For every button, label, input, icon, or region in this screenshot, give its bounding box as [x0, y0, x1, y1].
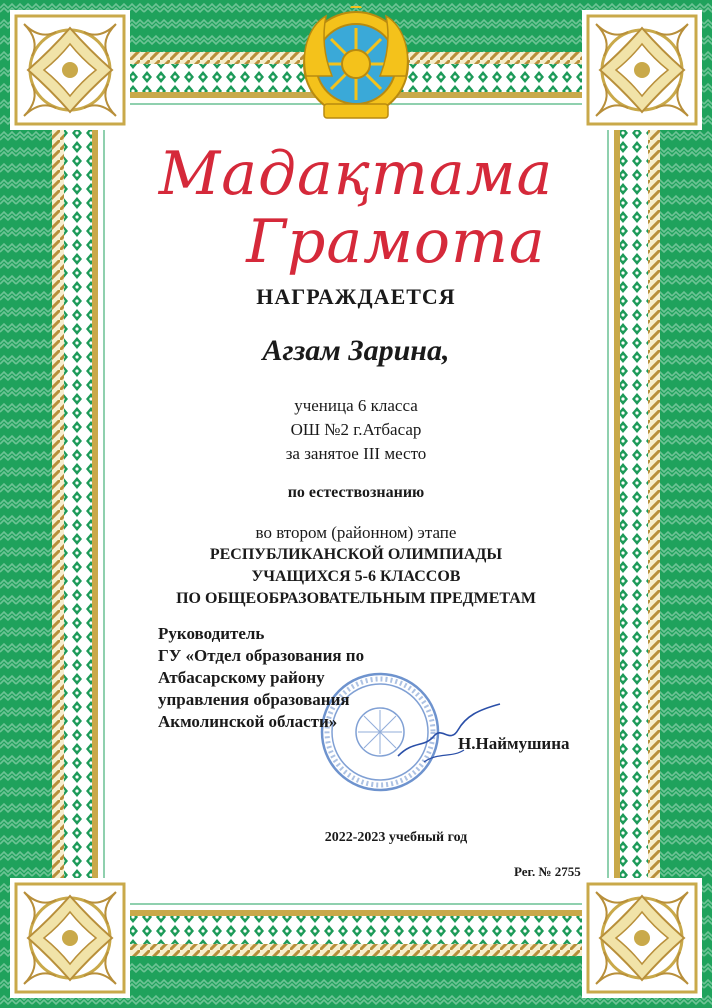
- place-line: за занятое III место: [285, 444, 427, 463]
- title-russian: Грамота: [246, 207, 546, 277]
- certificate-content: [118, 130, 594, 900]
- corner-ornament-bottom-right: [582, 878, 702, 998]
- recipient-name: Агзам Зарина,: [262, 334, 450, 367]
- signer-organization-1: ГУ «Отдел образования по: [158, 646, 365, 665]
- corner-ornament-top-right: [582, 10, 702, 130]
- grade-line: ученица 6 класса: [294, 396, 418, 415]
- olympiad-line-1: РЕСПУБЛИКАНСКОЙ ОЛИМПИАДЫ: [209, 546, 503, 563]
- signer-name: Н.Наймушина: [458, 734, 570, 753]
- subject-line: по естествознанию: [287, 484, 425, 501]
- olympiad-line-2: УЧАЩИХСЯ 5-6 КЛАССОВ: [251, 568, 461, 585]
- signer-organization-2: Атбасарскому району: [158, 668, 325, 687]
- title-kazakh: Мадақтама: [158, 139, 554, 209]
- stage-line: во втором (районном) этапе: [255, 523, 457, 542]
- corner-ornament-top-left: [10, 10, 130, 130]
- olympiad-line-3: ПО ОБЩЕОБРАЗОВАТЕЛЬНЫМ ПРЕДМЕТАМ: [176, 590, 536, 607]
- awarded-heading: НАГРАЖДАЕТСЯ: [256, 284, 456, 309]
- kazakhstan-emblem-icon: [298, 6, 414, 124]
- school-line: ОШ №2 г.Атбасар: [290, 420, 422, 439]
- corner-ornament-bottom-left: [10, 878, 130, 998]
- school-year: 2022-2023 учебный год: [324, 830, 468, 845]
- registration-number: Рег. № 2755: [514, 864, 581, 879]
- signer-position: Руководитель: [158, 624, 265, 643]
- signer-organization-4: Акмолинской области»: [158, 712, 338, 731]
- signer-organization-3: управления образования: [158, 690, 350, 709]
